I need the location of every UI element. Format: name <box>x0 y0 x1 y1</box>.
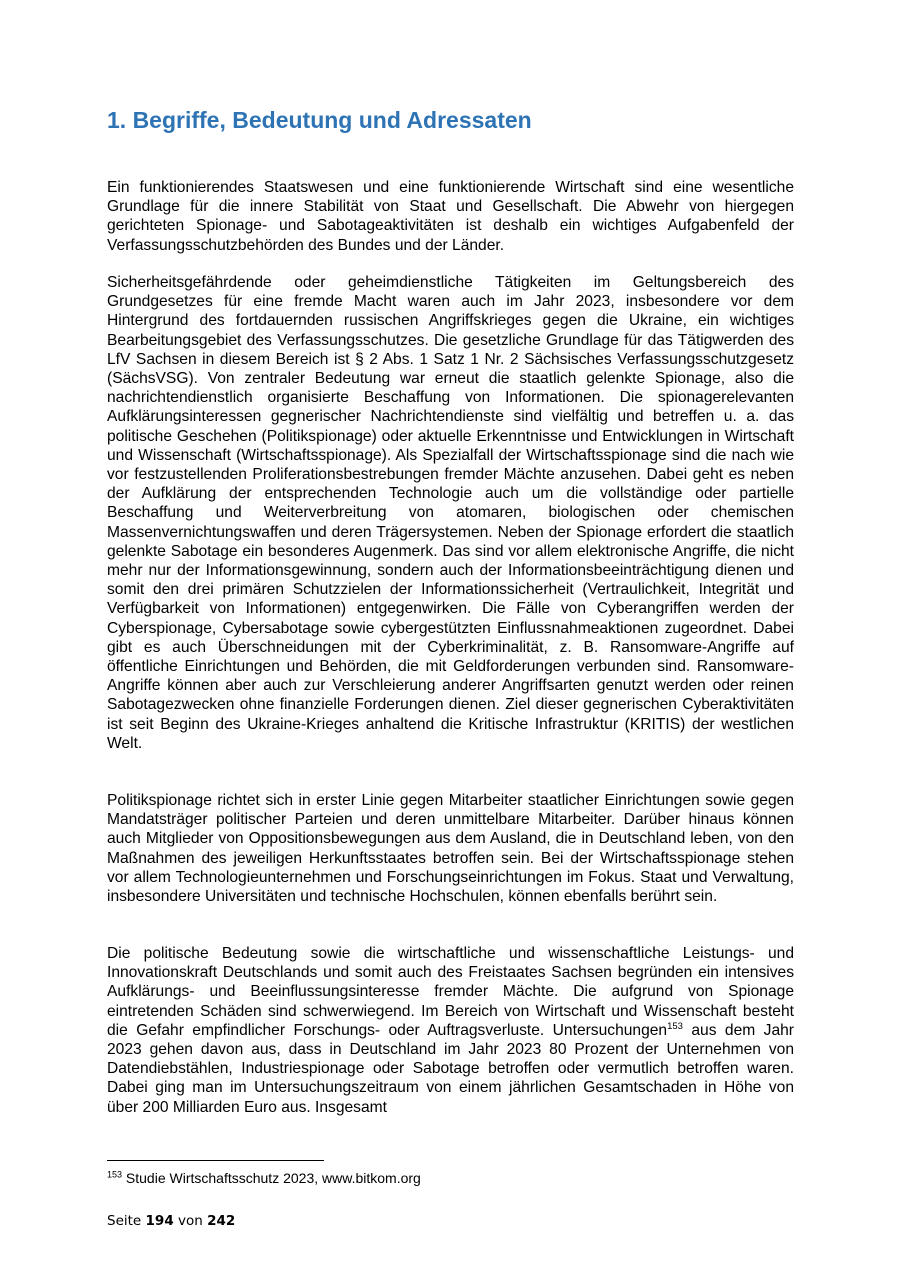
page-total: 242 <box>207 1213 236 1229</box>
footnote <box>107 1170 794 1187</box>
page-middle: von <box>173 1213 208 1229</box>
paragraph-intro: Ein funktionierendes Staatswesen und eine funktionierende Wirtschaft sind eine wesentliche Grundlage für die innere Stabilität von Staat und Gesellschaft. Die Abwehr von hiergegen gerichteten Spionage- und Sabotageaktivitäten ist deshalb ein wichtiges Aufgabenfeld der Verfassungsschutzbehörden des Bundes und der Länder. <box>107 179 794 254</box>
footnote-separator <box>107 1160 324 1161</box>
page-number <box>107 1212 235 1230</box>
section-heading: 1. Begriffe, Bedeutung und Adressaten <box>107 107 532 133</box>
paragraph-text-after-ref: aus dem Jahr 2023 gehen davon aus, dass in Deutschland im Jahr 2023 80 Prozent der Unternehmen von Datendiebstählen, Industriespionage oder Sabotage betroffen oder vermutlich betroffen waren. Dabei ging man im Untersuchungszeitraum von einem jährlichen Gesamtschaden in Höhe von über 200 Milliarden Euro aus. Insgesamt <box>107 1021 794 1116</box>
paragraph-text-before-ref: Die politische Bedeutung sowie die wirtschaftliche und wissenschaftliche Leistungs- und Innovationskraft Deutschlands und somit auch des Freistaates Sachsen begründen ein intensives Aufklärungs- und Beeinflussungsinteresse fremder Mächte. Die aufgrund von Spionage eintretenden Schäden sind schwerwiegend. Im Bereich von Wirtschaft und Wissenschaft besteht die Gefahr empfindlicher Forschungs- oder Auftragsverluste. Untersuchungen <box>107 945 794 1039</box>
footnote-reference: 153 <box>667 1020 683 1032</box>
page-current: 194 <box>145 1213 174 1229</box>
paragraph-economic-damage <box>107 944 794 1117</box>
page-prefix: Seite <box>107 1213 146 1229</box>
paragraph-political-espionage: Politikspionage richtet sich in erster Linie gegen Mitarbeiter staatlicher Einrichtungen sowie gegen Mandatsträger politischer Parteien und deren unmittelbare Mitarbeiter. Darüber hinaus können auch Mitglieder von Oppositionsbewegungen aus dem Ausland, die in Deutschland leben, von den Maßnahmen des jeweiligen Herkunftsstaates betroffen sein. Bei der Wirtschaftsspionage stehen vor allem Technologieunternehmen und Forschungseinrichtungen im Fokus. Staat und Verwaltung, insbesondere Universitäten und technische Hochschulen, können ebenfalls berührt sein. <box>107 792 794 906</box>
footnote-number: 153 <box>107 1169 123 1180</box>
footnote-text: Studie Wirtschaftsschutz 2023, www.bitkom.org <box>122 1170 421 1186</box>
paragraph-legal-basis: Sicherheitsgefährdende oder geheimdienstliche Tätigkeiten im Geltungsbereich des Grundgesetzes für eine fremde Macht waren auch im Jahr 2023, insbesondere vor dem Hintergrund des fortdauernden russischen Angriffskrieges gegen die Ukraine, ein wichtiges Bearbeitungsgebiet des Verfassungsschutzes. Die gesetzliche Grundlage für das Tätigwerden des LfV Sachsen in diesem Bereich ist § 2 Abs. 1 Satz 1 Nr. 2 Sächsisches Verfassungsschutzgesetz (SächsVSG). Von zentraler Bedeutung war erneut die staatlich gelenkte Spionage, also die nachrichtendienstlich organisierte Beschaffung von Informationen. Die spionagerelevanten Aufklärungsinteressen gegnerischer Nachrichtendienste sind vielfältig und betreffen u. a. das politische Geschehen (Politikspionage) oder aktuelle Erkenntnisse und Entwicklungen in Wirtschaft und Wissenschaft (Wirtschaftsspionage). Als Spezialfall der Wirtschaftsspionage sind die nach wie vor festzustellenden Proliferationsbestrebungen fremder Mächte anzusehen. Dabei geht es neben der Aufklärung der entsprechenden Technologie auch um die vollständige oder partielle Beschaffung und Weiterverbreitung von atomaren, biologischen oder chemischen Massenvernichtungswaffen und deren Trägersystemen. Neben der Spionage erfordert die staatlich gelenkte Sabotage ein besonderes Augenmerk. Das sind vor allem elektronische Angriffe, die nicht mehr nur der Informationsgewinnung, sondern auch der Informationsbeeinträchtigung dienen und somit den drei primären Schutzzielen der Informationssicherheit (Vertraulichkeit, Integrität und Verfügbarkeit von Informationen) entgegenwirken. Die Fälle von Cyberangriffen werden der Cyberspionage, Cybersabotage sowie cybergestützten Einflussnahmeaktionen zugeordnet. Dabei gibt es auch Überschneidungen mit der Cyberkriminalität, z. B. Ransomware-Angriffe auf öffentliche Einrichtungen und Behörden, die mit Geldforderungen verbunden sind. Ransomware-Angriffe können aber auch zur Verschleierung anderer Angriffsarten genutzt werden oder reinen Sabotagezwecken ohne finanzielle Forderungen dienen. Ziel dieser gegnerischen Cyberaktivitäten ist seit Beginn des Ukraine-Krieges anhaltend die Kritische Infrastruktur (KRITIS) der westlichen Welt. <box>107 274 794 752</box>
